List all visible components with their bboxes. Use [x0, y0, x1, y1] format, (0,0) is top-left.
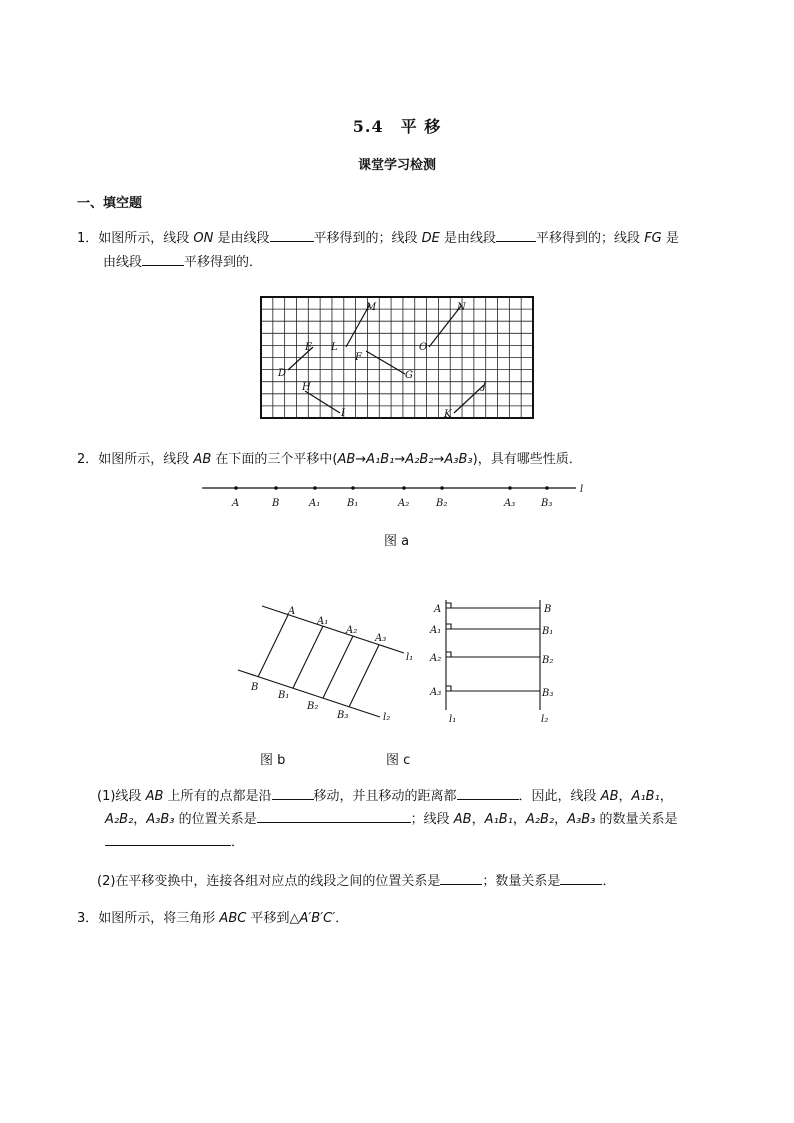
- point-label: D: [278, 368, 287, 379]
- answer-blank[interactable]: [496, 228, 536, 242]
- question-2: [77, 450, 582, 470]
- text: ；线段: [410, 812, 454, 827]
- answer-blank[interactable]: [270, 228, 314, 242]
- sub-question-1-line-1: [97, 786, 673, 807]
- figure-b: [230, 600, 414, 724]
- text: 如图所示，线段: [98, 452, 194, 467]
- point-label: B₃: [541, 498, 553, 509]
- answer-blank[interactable]: [560, 871, 602, 885]
- text: ，: [133, 812, 147, 827]
- point-b2: [440, 486, 444, 490]
- page-title: 5.4 平 移: [352, 117, 442, 136]
- right-angle-mark: [446, 624, 451, 629]
- line-label: l₁: [449, 714, 457, 725]
- caption-figure-b: 图 b: [260, 753, 286, 768]
- segment-kj: [454, 385, 484, 413]
- right-angle-mark: [446, 652, 451, 657]
- answer-blank[interactable]: [257, 809, 411, 823]
- text: 的数量关系是: [595, 812, 678, 827]
- answer-blank[interactable]: [105, 832, 231, 846]
- segment-hi: [305, 391, 340, 413]
- point-label: G: [405, 370, 413, 381]
- text: 由线段: [103, 255, 143, 270]
- answer-blank[interactable]: [457, 786, 519, 800]
- point-a: [234, 486, 238, 490]
- text: 的位置关系是: [174, 812, 257, 827]
- answer-blank[interactable]: [142, 252, 184, 266]
- segment-a1b1: [293, 626, 323, 688]
- math: A′B′C′: [299, 911, 336, 926]
- section-heading: 一、填空题: [77, 196, 143, 211]
- point-label: B₁: [542, 626, 554, 637]
- text: (1)线段: [97, 789, 146, 804]
- point-a3: [508, 486, 512, 490]
- text: 是由线段: [213, 231, 270, 246]
- point-label: B₃: [542, 688, 554, 699]
- math: AB: [600, 789, 619, 804]
- text: 是: [661, 231, 679, 246]
- text: 如图所示，线段: [98, 231, 194, 246]
- point-label: A₃: [375, 633, 387, 644]
- math: A₃B₃: [567, 812, 596, 827]
- point-label: M: [366, 302, 377, 313]
- point-label: B: [272, 498, 280, 509]
- right-angle-mark: [446, 686, 451, 691]
- text: 是由线段: [439, 231, 497, 246]
- point-b3: [545, 486, 549, 490]
- segment-a2b2: [323, 636, 353, 698]
- figure-c: [424, 596, 564, 728]
- question-3: [77, 909, 348, 929]
- text: ．: [335, 911, 349, 926]
- text: 如图所示，将三角形: [98, 911, 220, 926]
- text: ，: [554, 812, 568, 827]
- answer-blank[interactable]: [272, 786, 314, 800]
- math: A₂B₂: [525, 812, 555, 827]
- sub-question-1-line-3: [105, 832, 244, 853]
- text: ，: [659, 789, 673, 804]
- text: 在下面的三个平移中(: [211, 452, 338, 467]
- math: AB: [145, 789, 164, 804]
- text: )，具有哪些性质．: [472, 452, 582, 467]
- caption-figure-c: 图 c: [386, 753, 411, 768]
- point-label: I: [341, 408, 345, 419]
- right-angle-mark: [446, 603, 451, 608]
- math: ON: [193, 231, 214, 246]
- point-label: J: [482, 381, 487, 392]
- point-label: B₂: [307, 701, 319, 712]
- sub-question-2: [97, 871, 615, 892]
- point-label: B: [544, 604, 552, 615]
- point-label: A₂: [398, 498, 410, 509]
- answer-blank[interactable]: [440, 871, 482, 885]
- point-label: A: [288, 606, 296, 617]
- point-label: A: [434, 604, 442, 615]
- point-label: H: [302, 382, 311, 393]
- point-label: A₃: [504, 498, 516, 509]
- text: 平移到△: [246, 911, 300, 926]
- math: DE: [421, 231, 440, 246]
- point-label: B: [251, 682, 259, 693]
- text: 平移得到的．: [184, 255, 263, 270]
- point-label: B₂: [542, 655, 554, 666]
- point-label: E: [305, 342, 313, 353]
- page-subtitle: 课堂学习检测: [357, 158, 436, 173]
- math: A₁B₁: [484, 812, 513, 827]
- question-number: 2．: [77, 452, 99, 467]
- question-number: 3．: [77, 911, 99, 926]
- point-label: K: [444, 409, 452, 420]
- line-l1: [262, 606, 404, 653]
- point-label: A₃: [430, 687, 442, 698]
- point-b: [274, 486, 278, 490]
- math: ABC: [219, 911, 247, 926]
- math: A₂B₂: [105, 812, 134, 827]
- point-label: B₁: [278, 690, 290, 701]
- text: ；数量关系是: [482, 874, 561, 889]
- point-label: A: [232, 498, 240, 509]
- question-number: 1．: [77, 231, 99, 246]
- line-label: l₁: [406, 652, 414, 663]
- text: 移动，并且移动的距离都: [313, 789, 457, 804]
- point-label: N: [457, 302, 466, 313]
- point-label: B₂: [436, 498, 448, 509]
- point-label: B₁: [347, 498, 359, 509]
- line-label: l₂: [541, 714, 549, 725]
- math: A₃B₃: [146, 812, 175, 827]
- text: (2)在平移变换中，连接各组对应点的线段之间的位置关系是: [97, 874, 441, 889]
- grid-figure: [258, 294, 538, 422]
- point-label: O: [419, 342, 428, 353]
- point-label: A₂: [346, 625, 358, 636]
- point-label: A₁: [430, 625, 442, 636]
- segment-ab: [258, 615, 288, 677]
- point-a1: [313, 486, 317, 490]
- question-1-line-2: [103, 252, 262, 273]
- math: FG: [644, 231, 662, 246]
- figure-a: [196, 478, 596, 512]
- text: ，: [471, 812, 485, 827]
- point-label: A₁: [317, 616, 329, 627]
- text: ．因此，线段: [518, 789, 601, 804]
- math: A₁B₁: [631, 789, 660, 804]
- line-label: l₂: [383, 712, 391, 723]
- text: ．: [231, 835, 245, 850]
- text: 平移得到的；线段: [313, 231, 422, 246]
- point-label: A₂: [430, 653, 442, 664]
- math: AB: [193, 452, 212, 467]
- point-label: L: [331, 342, 338, 353]
- segment-a3b3: [349, 645, 379, 707]
- question-1-line-1: [77, 228, 679, 249]
- text: 上所有的点都是沿: [163, 789, 272, 804]
- point-label: F: [355, 352, 362, 363]
- segment-fg: [366, 351, 405, 374]
- text: 平移得到的；线段: [536, 231, 645, 246]
- sub-question-1-line-2: [105, 809, 677, 830]
- line-label: l: [580, 484, 584, 495]
- point-label: A₁: [309, 498, 321, 509]
- caption-figure-a: 图 a: [384, 534, 410, 549]
- text: ．: [602, 874, 616, 889]
- math: AB→A₁B₁→A₂B₂→A₃B₃: [337, 452, 473, 467]
- math: AB: [453, 812, 472, 827]
- point-label: B₃: [337, 710, 349, 721]
- text: ，: [618, 789, 632, 804]
- point-b1: [351, 486, 355, 490]
- text: ，: [512, 812, 526, 827]
- point-a2: [402, 486, 406, 490]
